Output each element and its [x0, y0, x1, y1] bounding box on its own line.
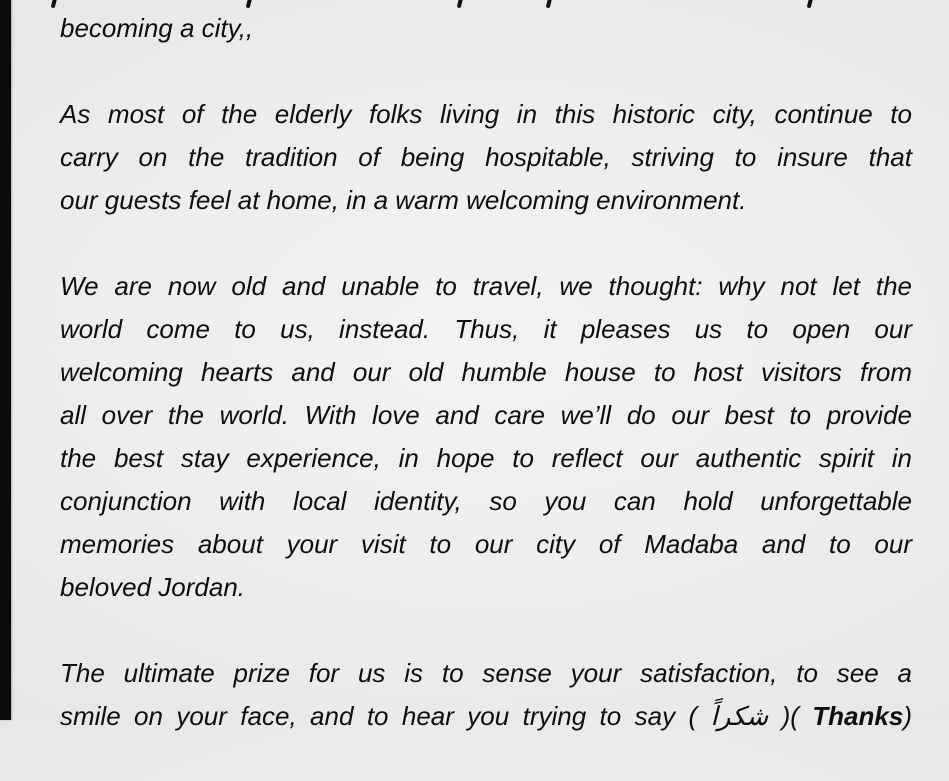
text-line: The ultimate prize for us is to sense your satisfaction, to see a: [60, 658, 912, 688]
bold-text: Thanks: [812, 701, 904, 731]
text-line: As most of the elderly folks living in this historic city, continue to: [60, 99, 912, 129]
text-line: world come to us, instead. Thus, it pleases us to open our: [60, 314, 912, 344]
text-line: memories about your visit to our city of Madaba and to our: [60, 529, 912, 559]
left-edge-bar: [0, 0, 11, 720]
paragraph: [60, 265, 912, 609]
text-line: our guests feel at home, in a warm welcoming environment.: [60, 185, 747, 215]
paragraph: [60, 7, 912, 50]
paragraph: [60, 93, 912, 222]
text-line: all over the world. With love and care we’ll do our best to provide: [60, 400, 912, 430]
text-segment: ): [903, 701, 912, 731]
text-line: beloved Jordan.: [60, 572, 246, 602]
text-line: welcoming hearts and our old humble house to host visitors from: [60, 357, 912, 387]
document-text: [60, 0, 912, 781]
paragraph: [60, 652, 912, 738]
text-segment: smile on your face, and to hear you trying to say ( شكراً )(: [60, 701, 813, 731]
text-line: conjunction with local identity, so you can hold unforgettable: [60, 486, 912, 516]
cutoff-descender: [51, 0, 58, 8]
text-line: We are now old and unable to travel, we thought: why not let the: [60, 271, 912, 301]
text-line: [60, 695, 912, 738]
text-line: the best stay experience, in hope to reflect our authentic spirit in: [60, 443, 912, 473]
text-line: becoming a city,,: [60, 13, 254, 43]
text-line: carry on the tradition of being hospitable, striving to insure that: [60, 142, 912, 172]
